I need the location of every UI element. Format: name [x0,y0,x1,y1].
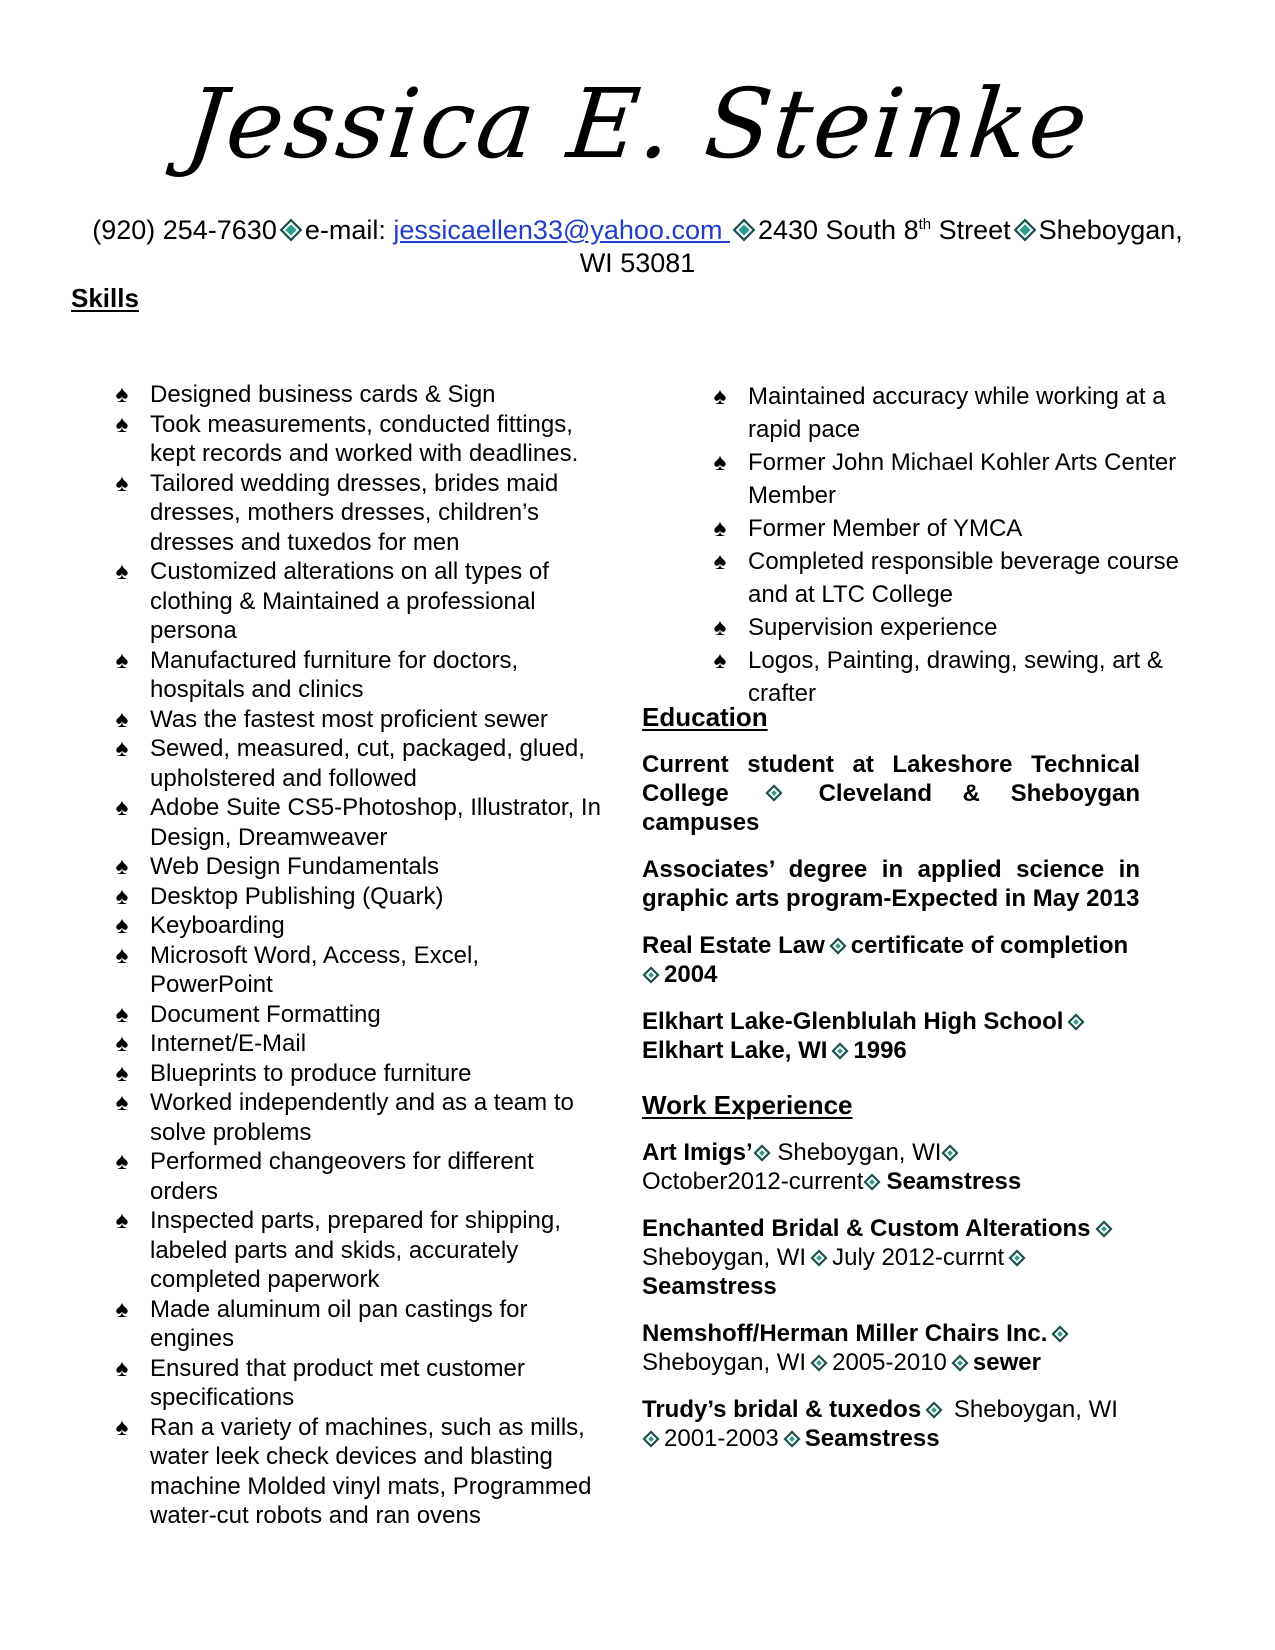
job-title: sewer [972,1349,1041,1376]
skill-text: Blueprints to produce furniture [150,1059,472,1087]
diamond-icon [753,1144,770,1161]
skill-text: Manufactured furniture for doctors, hospitals and clinics [150,646,519,703]
work-experience-section [642,1138,1162,1471]
spade-icon: ♠ [115,469,129,497]
skill-item [110,646,605,705]
education-text: Elkhart Lake-Glenblulah High School [642,1008,1064,1035]
state-zip: WI 53081 [579,248,696,278]
education-item [642,1007,1140,1065]
skill-item [708,512,1208,545]
skill-item [110,1059,605,1089]
street-name: Street [931,215,1011,245]
job-entry [642,1319,1162,1377]
skill-text: Adobe Suite CS5-Photoshop, Illustrator, In Design, Dreamweaver [150,794,601,851]
job-company: Enchanted Bridal & Custom Alterations [642,1215,1091,1242]
spade-icon: ♠ [115,646,129,674]
skill-item [110,410,605,469]
spade-icon: ♠ [713,449,727,476]
skill-text: Former Member of YMCA [748,515,1023,542]
skill-item [110,941,605,1000]
resume-name: Jessica E. Steinke [180,68,1095,180]
skills-heading: Skills [71,283,139,313]
diamond-icon [811,1249,828,1266]
job-title: Seamstress [642,1273,777,1300]
job-dates: October2012-current [642,1168,864,1195]
email-label: e-mail: [304,215,394,245]
skill-text: Performed changeovers for different orders [150,1148,534,1205]
phone-number: (920) 254-7630 [92,215,277,245]
email-link[interactable]: jessicaellen33@yahoo.com [393,215,730,245]
spade-icon: ♠ [115,1207,129,1234]
spade-icon: ♠ [115,853,129,880]
skill-text: Sewed, measured, cut, packaged, glued, upholstered and followed [150,735,585,792]
skill-item [708,545,1208,611]
skill-text: Made aluminum oil pan castings for engines [150,1295,528,1352]
skill-item [708,611,1208,644]
spade-icon: ♠ [115,1148,129,1175]
skill-item [110,1088,605,1147]
diamond-icon [643,1430,660,1447]
skill-text: Completed responsible beverage course and at LTC College [748,548,1179,608]
skill-item [110,1206,605,1295]
diamond-icon [1052,1325,1069,1342]
spade-icon: ♠ [115,558,129,585]
spade-icon: ♠ [115,1059,129,1087]
spade-icon: ♠ [115,735,129,762]
skill-item [708,644,1208,710]
skill-item [110,852,605,882]
street-suffix: th [918,216,932,233]
spade-icon: ♠ [115,882,129,910]
skill-text: Took measurements, conducted fittings, kept records and worked with deadlines. [150,410,579,467]
diamond-icon [832,1042,849,1059]
spade-icon: ♠ [115,381,129,408]
education-text: 2004 [664,961,718,988]
skill-item [110,557,605,646]
spade-icon: ♠ [713,647,727,674]
education-section [642,750,1140,1083]
spade-icon: ♠ [713,548,727,575]
skill-text: Maintained accuracy while working at a rapid pace [748,383,1166,443]
job-entry [642,1395,1162,1453]
skill-item [110,1354,605,1413]
skill-item [110,1029,605,1059]
diamond-icon [280,219,303,242]
spade-icon: ♠ [115,1089,129,1116]
job-company: Trudy’s bridal & tuxedos [642,1396,922,1423]
diamond-icon [643,966,660,983]
spade-icon: ♠ [115,912,129,939]
spade-icon: ♠ [115,1354,129,1382]
spade-icon: ♠ [713,383,727,410]
skill-text: Internet/E-Mail [150,1030,307,1057]
skill-text: Designed business cards & Sign [150,381,496,408]
job-dates: 2001-2003 [664,1425,779,1452]
skill-item [708,446,1208,512]
skill-text: Supervision experience [748,614,998,641]
education-heading: Education [642,702,768,732]
education-item [642,931,1140,989]
skill-item [708,380,1208,446]
job-entry [642,1214,1162,1301]
skill-text: Former John Michael Kohler Arts Center Member [748,449,1177,509]
skill-text: Worked independently and as a team to solve problems [150,1089,574,1146]
job-location: Sheboygan, WI [642,1244,807,1271]
education-item: Associates’ degree in applied science in graphic arts program-Expected in May 2013 [642,856,1140,912]
job-dates: 2005-2010 [832,1349,947,1376]
diamond-icon [733,219,756,242]
diamond-icon [926,1401,943,1418]
diamond-icon [951,1354,968,1371]
spade-icon: ♠ [713,515,727,542]
skill-text: Desktop Publishing (Quark) [150,882,444,910]
spade-icon: ♠ [115,1295,129,1323]
spade-icon: ♠ [115,1413,129,1441]
skill-item [110,734,605,793]
skill-text: Document Formatting [150,1000,381,1028]
diamond-icon [765,784,782,801]
education-text: Real Estate Law [642,932,825,959]
job-company: Nemshoff/Herman Miller Chairs Inc. [642,1320,1048,1347]
spade-icon: ♠ [713,614,727,641]
diamond-icon [1068,1013,1085,1030]
job-dates: July 2012-currnt [832,1244,1005,1271]
skill-text: Ensured that product met customer specifications [150,1354,525,1411]
job-title: Seamstress [886,1168,1022,1195]
job-entry [642,1138,1162,1196]
skill-item [110,705,605,735]
education-item [642,750,1140,837]
job-title: Seamstress [804,1425,940,1452]
diamond-icon [1095,1220,1112,1237]
skill-item [110,911,605,941]
city: Sheboygan, [1038,215,1183,245]
job-location: Sheboygan, WI [642,1349,807,1376]
skills-list-right [708,380,1208,710]
education-line: campuses [642,809,760,836]
education-text: certificate of completion [850,932,1129,959]
skill-item [110,1295,605,1354]
contact-info [70,208,1205,280]
skill-item [110,793,605,852]
education-line: Current student at Lakeshore Technical [642,751,1140,778]
skill-text: Ran a variety of machines, such as mills, water leek check devices and blasting machine Molded vinyl mats, Programmed water-cut robots and ran ovens [150,1413,592,1529]
job-location: Sheboygan, WI [770,1139,942,1166]
education-text: Cleveland & Sheboygan [818,780,1140,807]
skill-text: Inspected parts, prepared for shipping, labeled parts and skids, accurately completed paperwork [150,1207,561,1293]
diamond-icon [811,1354,828,1371]
diamond-icon [783,1430,800,1447]
diamond-icon [1013,219,1036,242]
skill-item [110,1413,605,1531]
skills-list-left [110,380,605,1531]
skill-item [110,882,605,912]
skill-text: Was the fastest most proficient sewer [150,705,548,733]
spade-icon: ♠ [115,1000,129,1028]
skill-text: Customized alterations on all types of clothing & Maintained a professional persona [150,558,549,644]
education-text: Elkhart Lake, WI [642,1037,828,1064]
diamond-icon [829,937,846,954]
diamond-icon [942,1144,959,1161]
street-number: 2430 South 8 [757,215,919,245]
skill-item [110,1000,605,1030]
diamond-icon [1009,1249,1026,1266]
job-company: Art Imigs’ [642,1139,753,1166]
skill-text: Web Design Fundamentals [150,853,440,880]
spade-icon: ♠ [115,794,129,821]
spade-icon: ♠ [115,410,129,438]
education-line [642,779,1140,808]
skill-text: Keyboarding [150,912,285,939]
skill-text: Tailored wedding dresses, brides maid dresses, mothers dresses, children’s dresses and tuxedos for men [150,469,559,556]
skill-item [110,469,605,558]
skill-text: Logos, Painting, drawing, sewing, art & crafter [748,647,1163,707]
spade-icon: ♠ [115,1030,129,1057]
education-text: 1996 [853,1037,907,1064]
skill-item [110,380,605,410]
diamond-icon [864,1173,881,1190]
job-location: Sheboygan, WI [947,1396,1118,1423]
education-text: College [642,780,729,807]
skill-text: Microsoft Word, Access, Excel, PowerPoint [150,941,479,998]
spade-icon: ♠ [115,941,129,969]
work-experience-heading: Work Experience [642,1090,853,1120]
skill-item [110,1147,605,1206]
spade-icon: ♠ [115,705,129,733]
